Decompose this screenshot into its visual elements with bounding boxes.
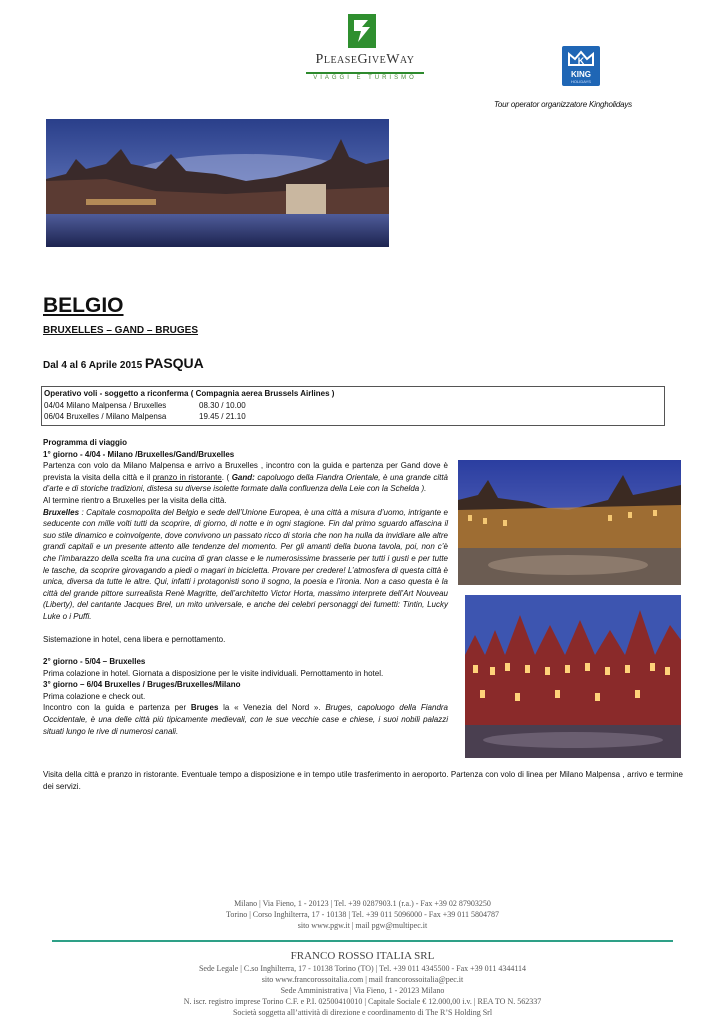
pleasegiveway-logo xyxy=(300,14,430,86)
day1-return: Al termine rientro a Bruxelles per la visita della città. xyxy=(43,495,227,505)
legal-line: sito www.francorossoitalia.com | mail francorossoitalia@pec.it xyxy=(261,975,464,984)
pleasegiveway-mark-icon xyxy=(348,14,376,48)
hero-photo-canal xyxy=(46,119,389,247)
svg-text:K: K xyxy=(577,56,585,66)
day3-breakfast: Prima colazione e check out. xyxy=(43,691,146,701)
flight-row xyxy=(44,412,246,421)
footer-legal xyxy=(0,963,725,1018)
flight-time: 19.45 / 21.10 xyxy=(199,412,246,421)
trip-dates xyxy=(43,355,204,371)
crown-icon xyxy=(566,49,596,69)
flight-route: 06/04 Bruxelles / Milano Malpensa xyxy=(44,412,167,421)
flights-box xyxy=(41,386,665,426)
company-name: FRANCO ROSSO ITALIA SRL xyxy=(290,950,435,962)
logo-tagline: VIAGGI E TURISMO xyxy=(306,72,424,81)
footer-address-line: sito www.pgw.it | mail pgw@multipec.it xyxy=(297,921,428,930)
lunch-link: pranzo in ristorante xyxy=(152,472,222,482)
legal-line: N. iscr. registro imprese Torino C.F. e P.I. 02500410010 | Capitale Sociale € 12.000,00 i.v. | REA TO N. 562337 xyxy=(183,997,542,1006)
king-logo-sub: HOLIDAYS xyxy=(571,79,591,84)
bruxelles-description: Bruxelles : Capitale cosmopolita del Belgio e sede dell’Unione Europea, è una città a misura d’uomo, intrigante e seducente con mille volti tutti da scoprire, di giorno, di notte e in ogni stagione. Fin dal primo sguardo affascina il suo stile dinamico e coinvolgente, dove convivono un passato ricco di storia che non ha nulla da invidiare alle altre grandi capitali e un presente attento alle tendenze del momento. Per gli amanti della buona tavola, poi, non c’è che l’imbarazzo della scelta fra una cucina di gran classe e le numerosissime brasserie per tutti i gusti e per tutte le tasche, da scoprire girovagando a piedi o magari in bicicletta. Provare per credere! L’atmosfera di questa città è unica, diversa da tutte le altre. Qui, infatti i protagonisti sono il sogno, la poesia e l’ironia. Non a caso questa è la città del grande pittore surrealista Renè Magritte, dell’architetto Victor Horta, massimo interprete dell’Art Nouveau (Liberty), del cantante Jacques Brel, un mito universale, e anche dei celebri personaggi dei fumetti: Tintin, Lucky Luke o i Puffi. xyxy=(43,507,448,621)
day1-hotel: Sistemazione in hotel, cena libera e pernottamento. xyxy=(43,634,226,644)
flight-row xyxy=(44,401,246,410)
photo-grand-place xyxy=(458,460,681,585)
occasion: PASQUA xyxy=(144,355,204,371)
legal-line: Società soggetta all’attività di direzione e coordinamento di The R’S Holding Srl xyxy=(232,1008,493,1017)
footer-address-line: Torino | Corso Inghilterra, 17 - 10138 | Tel. +39 011 5096000 - Fax +39 011 5804787 xyxy=(225,910,499,919)
legal-line: Sede Amministrativa | Via Fieno, 1 - 20123 Milano xyxy=(280,986,445,995)
king-holidays-logo xyxy=(562,46,600,86)
dates-prefix: Dal 4 al 6 Aprile 2015 xyxy=(43,360,143,371)
program-section xyxy=(43,437,448,737)
day3-title: 3° giorno – 6/04 Bruxelles / Bruges/Bruxelles/Milano xyxy=(43,680,241,690)
legal-line: Sede Legale | C.so Inghilterra, 17 - 10138 Torino (TO) | Tel. +39 011 4345500 - Fax +39 011 4344114 xyxy=(198,964,527,973)
flight-time: 08.30 / 10.00 xyxy=(199,401,246,410)
footer-address-line: Milano | Via Fieno, 1 - 20123 | Tel. +39 0287903.1 (r.a.) - Fax +39 02 87903250 xyxy=(234,899,491,908)
day3-text: Incontro con la guida e partenza per Bruges la « Venezia del Nord ». Bruges, capoluogo della Fiandra Occidentale, è una delle città più tipicamente medievali, con le sue vecchie case e chiese, i suoi nobili palazzi situati lungo le rive di numerosi canali. xyxy=(43,703,449,736)
tour-operator-note: Tour operator organizzatore Kingholidays xyxy=(493,100,632,109)
day2-text: Prima colazione in hotel. Giornata a disposizione per le visite individuali. Pernottamento in hotel. xyxy=(43,668,384,678)
day1-title: 1° giorno - 4/04 - Milano /Bruxelles/Gand/Bruxelles xyxy=(43,449,235,459)
day2-title: 2° giorno - 5/04 – Bruxelles xyxy=(43,657,146,667)
day1-text: Partenza con volo da Milano Malpensa e arrivo a Bruxelles , incontro con la guida e partenza per Gand dove è prevista la visita della città e il pranzo in ristorante. ( Gand: capoluogo della Fiandra Orientale, è una grande città d’arte e di storiche tradizioni, distesa su diverse isolette formate dalla confluenza della Leie con la Schelda ). xyxy=(43,461,448,494)
program-heading: Programma di viaggio xyxy=(43,438,128,447)
footer-divider xyxy=(52,940,673,942)
flight-route: 04/04 Milano Malpensa / Bruxelles xyxy=(44,401,167,410)
king-logo-text: KING xyxy=(571,70,591,79)
route-subtitle: BRUXELLES – GAND – BRUGES xyxy=(43,325,199,336)
closing-text: Visita della città e pranzo in ristorante. Eventuale tempo a disposizione e in tempo utile trasferimento in aeroporto. Partenza con volo di linea per Milano Malpensa , arrivo e termine dei servizi. xyxy=(43,770,683,791)
page-title: BELGIO xyxy=(43,294,124,317)
footer-addresses xyxy=(0,898,725,931)
flights-header: Operativo voli - soggetto a riconferma ( Compagnia aerea Brussels Airlines ) xyxy=(44,389,335,398)
logo-name: PleaseGiveWay xyxy=(315,52,415,67)
photo-bruges-market xyxy=(465,595,681,758)
